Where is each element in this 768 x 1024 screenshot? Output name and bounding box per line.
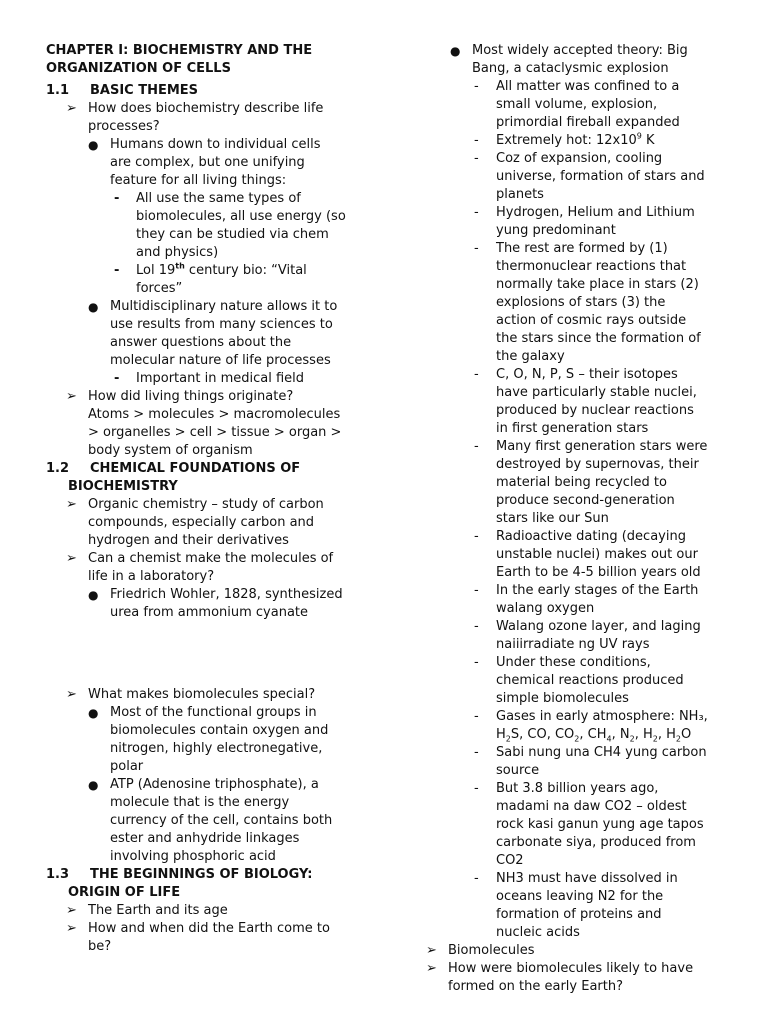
dash-item: - Coz of expansion, cooling universe, formation of stars and planets — [474, 151, 705, 202]
dash-item: - C, O, N, P, S – their isotopes have particularly stable nuclei, produced by nuclear reactions in first generation stars — [474, 367, 697, 436]
arrow-item: ➢ What makes biomolecules special? — [66, 687, 316, 702]
arrow-bullet-icon: ➢ — [66, 389, 77, 404]
bullet-item: ● Most of the functional groups in biomolecules contain oxygen and nitrogen, highly electronegative, polar — [88, 705, 329, 774]
arrow-item: ➢ How and when did the Earth come to be? — [66, 921, 330, 954]
bullet-item: ● Multidisciplinary nature allows it to use results from many sciences to answer questions about the molecular nature of life processes — [88, 299, 338, 368]
dash-item: - The rest are formed by (1) thermonuclear reactions that normally take place in stars (2) explosions of stars (3) the action of cosmic rays outside the stars since the formation of the galaxy — [474, 241, 701, 364]
dash-item: - In the early stages of the Earth walang oxygen — [474, 583, 699, 616]
arrow-outline-icon: ➢ — [66, 903, 77, 918]
bullet-item: ● ATP (Adenosine triphosphate), a molecule that is the energy currency of the cell, contains both ester and anhydride linkages involving phosphoric acid — [88, 777, 333, 864]
dash-bullet-icon: - — [474, 79, 479, 94]
arrow-item: ➢ Organic chemistry – study of carbon compounds, especially carbon and hydrogen and their derivatives — [66, 497, 324, 548]
arrow-item: ➢ Can a chemist make the molecules of life in a laboratory? — [66, 551, 334, 584]
dash-item: - NH3 must have dissolved in oceans leaving N2 for the formation of proteins and nucleic acids — [474, 871, 678, 940]
dash-bullet-icon: - — [114, 371, 120, 386]
dash-bullet-icon: - — [474, 151, 479, 166]
dash-bullet-icon: - — [474, 871, 479, 886]
arrow-outline-icon: ➢ — [426, 943, 437, 958]
dot-bullet-icon: ● — [450, 44, 461, 58]
dot-bullet-icon: ● — [88, 138, 99, 152]
arrow-bullet-icon: ➢ — [66, 101, 77, 116]
dot-bullet-icon: ● — [88, 300, 99, 314]
dash-bullet-icon: - — [474, 709, 479, 724]
dash-item: - But 3.8 billion years ago, madami na daw CO2 – oldest rock kasi ganun yung age tapos carbonate siya, produced from CO2 — [474, 781, 704, 868]
right-column — [426, 42, 726, 996]
dash-bullet-icon: - — [474, 655, 479, 670]
arrow-outline-icon: ➢ — [66, 687, 77, 702]
dot-bullet-icon: ● — [88, 706, 99, 720]
dash-bullet-icon: - — [474, 583, 479, 598]
dash-item: - Lol 19th century bio: “Vital forces” — [114, 261, 307, 296]
arrow-item: ➢ How did living things originate? Atoms > molecules > macromolecules > organelles > cell > tissue > organ > body system of organism — [66, 389, 342, 458]
arrow-item: ➢ Biomolecules — [426, 943, 535, 958]
arrow-item: ➢ How were biomolecules likely to have formed on the early Earth? — [426, 961, 694, 994]
arrow-item: ➢ How does biochemistry describe life processes? — [66, 101, 324, 134]
arrow-outline-icon: ➢ — [66, 551, 77, 566]
dash-bullet-icon: - — [474, 133, 479, 148]
dash-bullet-icon: - — [474, 367, 479, 382]
dash-item: - Gases in early atmosphere: NH₃, $H_2S$, CO, $CO_2$, $CH_4$, $N_2$, $H_2$, $H_2O$ — [474, 709, 708, 744]
dash-bullet-icon: - — [474, 745, 479, 760]
arrow-outline-icon: ➢ — [66, 921, 77, 936]
dot-bullet-icon: ● — [88, 588, 99, 602]
arrow-outline-icon: ➢ — [426, 961, 437, 976]
dash-bullet-icon: - — [474, 241, 479, 256]
section-1-2-heading: 1.2 CHEMICAL FOUNDATIONS OF — [46, 461, 301, 476]
dot-bullet-icon: ● — [88, 778, 99, 792]
arrow-outline-icon: ➢ — [66, 497, 77, 512]
dash-bullet-icon: - — [474, 619, 479, 634]
dash-item: - All matter was confined to a small volume, explosion, primordial fireball expanded — [474, 79, 680, 130]
dash-bullet-icon: - — [474, 205, 479, 220]
section-1-1-heading: 1.1 BASIC THEMES — [46, 83, 199, 98]
dash-item: - Extremely hot: $12x10^9$ K — [474, 131, 655, 148]
dash-item: - Important in medical field — [114, 371, 304, 386]
dash-item: - Radioactive dating (decaying unstable nuclei) makes out our Earth to be 4-5 billion years old — [474, 529, 701, 580]
dash-bullet-icon: - — [474, 781, 479, 796]
blank-space — [46, 622, 366, 686]
left-column: CHAPTER I: BIOCHEMISTRY AND THE ORGANIZATION OF CELLS 1.1 BASIC THEMES ➢ How does biochemistry describe life processes? ● Humans down to individual cells are complex, but one unifying feature for all living things: - All use the same types of biomolecules, all use energy (so they can be studied via chem and physics) - Lol 19th century bio: “Vital forces” ● Multidisciplinary nature allows it to use results from many sciences to answer questions about the molecular nature of life processes - Important in medical field ➢ How did living things originate? Atoms > molecules > macromolecules > organelles > cell > tissue > organ > body system of organism 1.2 CHEMICAL FOUNDATIONS OF BIOCHEMISTRY ➢ Organic chemistry – study of carbon compounds, especially carbon and hydrogen and their derivatives ➢ Can a chemist make the molecules of life in a laboratory? ● Friedrich Wohler, 1828, synthesized urea from ammonium cyanate ➢ What makes biomolecules special? ● Most of the functional groups in biomolecules contain oxygen and nitrogen, highly electronegative, polar ● ATP (Adenosine triphosphate), a molecule that is the energy currency of the cell, contains both ester and anhydride linkages involving phosphoric acid 1.3 THE BEGINNINGS OF BIOLOGY: ORIGIN OF LIFE ➢ The Earth and its age ➢ How and when did the Earth come to be? — [46, 42, 366, 956]
chapter-title: CHAPTER I: BIOCHEMISTRY AND THE ORGANIZATION OF CELLS — [46, 43, 313, 76]
dash-item: - Hydrogen, Helium and Lithium yung predominant — [474, 205, 695, 238]
dash-bullet-icon: - — [474, 439, 479, 454]
bullet-item: ● Humans down to individual cells are complex, but one unifying feature for all living things: — [88, 137, 321, 188]
bullet-item: ● Friedrich Wohler, 1828, synthesized urea from ammonium cyanate — [88, 587, 343, 620]
bullet-item: ● Most widely accepted theory: Big Bang, a cataclysmic explosion — [450, 43, 688, 76]
dash-item: - All use the same types of biomolecules, all use energy (so they can be studied via chem and physics) — [114, 191, 346, 260]
section-1-3-heading: 1.3 THE BEGINNINGS OF BIOLOGY: — [46, 867, 313, 882]
dash-bullet-icon: - — [114, 191, 120, 206]
dash-item: - Sabi nung una CH4 yung carbon source — [474, 745, 707, 778]
dash-bullet-icon: - — [474, 529, 479, 544]
dash-item: - Walang ozone layer, and laging naiiirradiate ng UV rays — [474, 619, 701, 652]
dash-item: - Many first generation stars were destroyed by supernovas, their material being recycled to produce second-generation stars like our Sun — [474, 439, 708, 526]
dash-bullet-icon: - — [114, 263, 120, 278]
dash-item: - Under these conditions, chemical reactions produced simple biomolecules — [474, 655, 684, 706]
arrow-item: ➢ The Earth and its age — [66, 903, 228, 918]
